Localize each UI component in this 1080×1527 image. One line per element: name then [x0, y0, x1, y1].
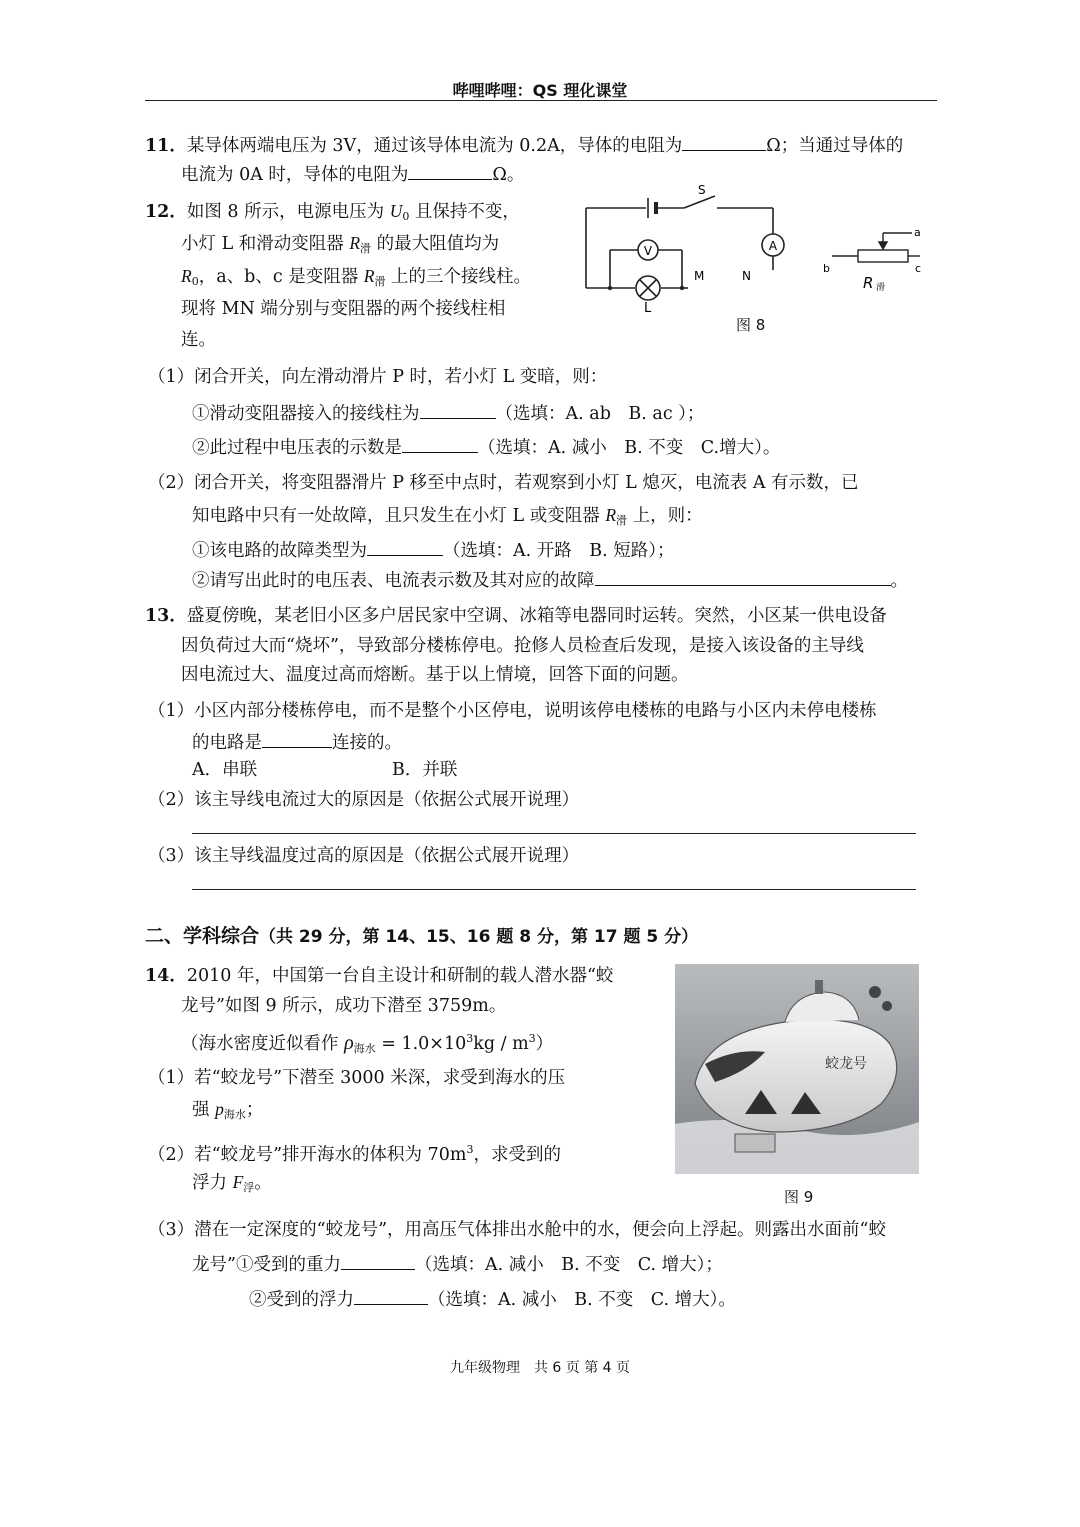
- figure9-submersible-photo: [675, 964, 919, 1174]
- q14-part3-options-b: （选填：A. 减小 B. 不变 C. 增大）。: [428, 1290, 736, 1310]
- q14-blank-1[interactable]: [341, 1251, 415, 1270]
- q14-text-1: 2010 年，中国第一台自主设计和研制的载人潜水器“蛟: [186, 966, 614, 986]
- q13-blank-1[interactable]: [262, 729, 332, 748]
- page-header-title: 哔哩哔哩：QS 理化课堂: [452, 81, 628, 100]
- q12-r0-sub: 0: [191, 275, 199, 288]
- figure9-caption: 图 9: [784, 1188, 814, 1206]
- q12-text-3b: ，a、b、c 是变阻器: [198, 267, 364, 287]
- q12-blank-3[interactable]: [367, 537, 443, 556]
- q12-r-sub: 滑: [360, 242, 372, 255]
- q12-text-3c: 上的三个接线柱。: [385, 267, 532, 287]
- q12-part2b-text: ②请写出此时的电压表、电流表示数及其对应的故障: [192, 571, 595, 591]
- lamp-label: L: [644, 301, 652, 316]
- q13-option-a: A．串联: [192, 760, 258, 780]
- q14-part3-line2: [192, 1251, 723, 1277]
- q14-part3-line3: [249, 1286, 736, 1312]
- q14-density-unit: kg / m: [473, 1034, 529, 1054]
- q12-part1a-options: （选填：A. ab B. ac ）；: [495, 404, 705, 424]
- q12-blank-4[interactable]: [595, 567, 891, 586]
- q11-blank-2[interactable]: [408, 161, 492, 180]
- q12-part2-text: 知电路中只有一处故障，且只发生在小灯 L 或变阻器: [192, 506, 606, 526]
- q12-part2a: [192, 537, 675, 563]
- q14-line3: [181, 1027, 553, 1061]
- q14-number: 14．: [145, 966, 187, 986]
- junction-dot: [608, 286, 612, 290]
- q12-line5: 连。: [181, 330, 216, 350]
- q12-r-3: R: [605, 505, 617, 525]
- q14-part2-text-b: ，求受到的: [473, 1145, 561, 1165]
- q11-text-2a: 电流为 0A 时，导体的电阻为: [181, 165, 409, 185]
- q13-part3: （3）该主导线温度过高的原因是（依据公式展开说理）: [148, 846, 580, 866]
- q13-line2: 因负荷过大而“烧坏”，导致部分楼栋停电。抢修人员检查后发现，是接入该设备的主导线: [181, 636, 864, 656]
- rheostat-symbol: [832, 233, 920, 262]
- rheostat-r-sub-label: 滑: [876, 283, 886, 293]
- q12-part2b: [192, 567, 908, 593]
- q14-line2: 龙号”如图 9 所示，成功下潜至 3759m。: [181, 996, 507, 1016]
- terminal-c-label: c: [915, 262, 922, 275]
- q11-line1: [145, 132, 903, 158]
- q12-part2-line1: （2）闭合开关，将变阻器滑片 P 移至中点时，若观察到小灯 L 熄灭，电流表 A 有示数，已: [148, 473, 859, 493]
- q13-part1-text: 的电路是: [192, 733, 262, 753]
- q14-part2-exp: 3: [466, 1143, 474, 1156]
- q12-r: R: [349, 233, 361, 253]
- section2-heading: [145, 922, 698, 951]
- q13-line1: [145, 604, 887, 628]
- q12-text-1a: 如图 8 所示，电源电压为: [186, 202, 390, 222]
- q12-r0: R: [181, 266, 192, 286]
- q12-part2a-text: ①该电路的故障类型为: [192, 541, 367, 561]
- q14-p: p: [215, 1099, 224, 1119]
- terminal-b-label: b: [823, 262, 830, 275]
- q12-blank-2[interactable]: [402, 434, 478, 453]
- q12-part2b-end: 。: [890, 571, 908, 591]
- q14-density-close: ）: [535, 1034, 554, 1054]
- q12-line1: [145, 199, 520, 229]
- q12-part1a-text: ①滑动变阻器接入的接线柱为: [192, 404, 420, 424]
- q11-line2: [181, 161, 524, 187]
- q12-r-2: R: [363, 266, 375, 286]
- q14-part2-line1: [148, 1138, 561, 1167]
- q14-part1-line2: [192, 1097, 263, 1127]
- q14-part1-end: ；: [245, 1100, 264, 1120]
- switch-label: S: [698, 183, 706, 197]
- q12-part1b: [192, 434, 780, 460]
- page-footer: 九年级物理 共 6 页 第 4 页: [449, 1360, 631, 1376]
- submersible-hull-text: 蛟龙号: [825, 1056, 867, 1072]
- q13-line3: 因电流过大、温度过高而熔断。基于以上情境，回答下面的问题。: [181, 665, 689, 685]
- q14-p-sub: 海水: [223, 1108, 246, 1121]
- q12-blank-1[interactable]: [420, 400, 496, 419]
- q11-text-2b: Ω。: [492, 165, 525, 185]
- voltmeter-label: V: [643, 244, 653, 258]
- q12-r-sub-2: 滑: [374, 275, 386, 288]
- q13-option-b: B．并联: [392, 760, 458, 780]
- header-divider: [145, 100, 937, 101]
- q13-text-1: 盛夏傍晚，某老旧小区多户居民家中空调、冰箱等电器同时运转。突然，小区某一供电设备: [186, 606, 887, 626]
- rheostat-r-label: R: [863, 274, 874, 292]
- q11-text-1a: 某导体两端电压为 3V，通过该导体电流为 0.2A，导体的电阻为: [186, 136, 683, 156]
- q12-part2-line2: [192, 503, 703, 533]
- q12-part1: （1）闭合开关，向左滑动滑片 P 时，若小灯 L 变暗，则：: [148, 367, 608, 387]
- switch-lever: [684, 196, 715, 208]
- q13-number: 13．: [145, 606, 187, 626]
- q12-part2-text-b: 上，则：: [627, 506, 703, 526]
- q14-part2-text: （2）若“蛟龙号”排开海水的体积为 70m: [148, 1145, 467, 1165]
- figure8-caption: 图 8: [736, 316, 766, 334]
- q14-part2-end: 。: [254, 1173, 272, 1193]
- q12-line2: [181, 231, 499, 261]
- q11-text-1b: Ω；当通过导体的: [766, 136, 904, 156]
- q12-part1b-options: （选填：A. 减小 B. 不变 C.增大）。: [478, 438, 781, 458]
- q12-text-1b: 且保持不变，: [409, 202, 520, 222]
- q14-part2-text-2: 浮力: [192, 1173, 233, 1193]
- q12-part1b-text: ②此过程中电压表的示数是: [192, 438, 402, 458]
- q14-part3-text-b: ②受到的浮力: [249, 1290, 354, 1310]
- terminal-m-label: M: [694, 269, 705, 283]
- q14-f: F: [232, 1172, 244, 1192]
- q12-part1a: [192, 400, 704, 426]
- terminal-n-label: N: [742, 269, 751, 283]
- section2-note: （共 29 分，第 14、15、16 题 8 分，第 17 题 5 分）: [259, 927, 699, 947]
- q14-density-unit-exp: 3: [528, 1032, 536, 1045]
- ammeter-label: A: [768, 239, 778, 253]
- q14-part3-options-a: （选填：A. 减小 B. 不变 C. 增大）；: [414, 1255, 723, 1275]
- q13-part1-line2: [192, 729, 402, 755]
- terminal-a-label: a: [914, 226, 921, 239]
- q14-density-value: = 1.0×10: [375, 1034, 467, 1054]
- q11-blank-1[interactable]: [682, 132, 766, 151]
- q14-rho-sub: 海水: [353, 1042, 376, 1055]
- q12-text-2b: 的最大阻值均为: [371, 234, 500, 254]
- q14-part3-text-a: 龙号”①受到的重力: [192, 1255, 341, 1275]
- q13-part2: （2）该主导线电流过大的原因是（依据公式展开说理）: [148, 790, 580, 810]
- q14-density-text: （海水密度近似看作: [181, 1034, 345, 1054]
- q14-part1-text: 强: [192, 1100, 216, 1120]
- q14-part1-line1: （1）若“蛟龙号”下潜至 3000 米深，求受到海水的压: [148, 1068, 566, 1088]
- q14-rho: ρ: [344, 1032, 354, 1054]
- section2-title: 二、学科综合: [145, 925, 260, 947]
- q14-blank-2[interactable]: [354, 1286, 428, 1305]
- q12-u0: U: [389, 201, 403, 221]
- q14-part2-line2: [192, 1170, 272, 1200]
- q14-f-sub: 浮: [243, 1181, 255, 1194]
- q14-part3-line1: （3）潜在一定深度的“蛟龙号”，用高压气体排出水舱中的水，便会向上浮起。则露出水面前“蛟: [148, 1220, 886, 1240]
- q12-text-2a: 小灯 L 和滑动变阻器: [181, 234, 350, 254]
- q12-u0-sub: 0: [402, 210, 410, 223]
- q13-part1-line1: （1）小区内部分楼栋停电，而不是整个小区停电，说明该停电楼栋的电路与小区内未停电楼栋: [148, 701, 877, 721]
- junction-dot: [680, 286, 684, 290]
- q14-density-exp: 3: [466, 1032, 474, 1045]
- q12-number: 12．: [145, 202, 187, 222]
- q12-line3: [181, 264, 531, 294]
- q13-part3-answer-line[interactable]: [192, 889, 916, 890]
- q12-part2a-options: （选填：A. 开路 B. 短路）；: [443, 541, 675, 561]
- q14-line1: [145, 964, 613, 988]
- q13-part2-answer-line[interactable]: [192, 833, 916, 834]
- q11-number: 11．: [145, 136, 187, 156]
- q12-r-sub-3: 滑: [616, 514, 628, 527]
- q13-part1-text-b: 连接的。: [332, 733, 402, 753]
- q12-line4: 现将 MN 端分别与变阻器的两个接线柱相: [181, 299, 506, 319]
